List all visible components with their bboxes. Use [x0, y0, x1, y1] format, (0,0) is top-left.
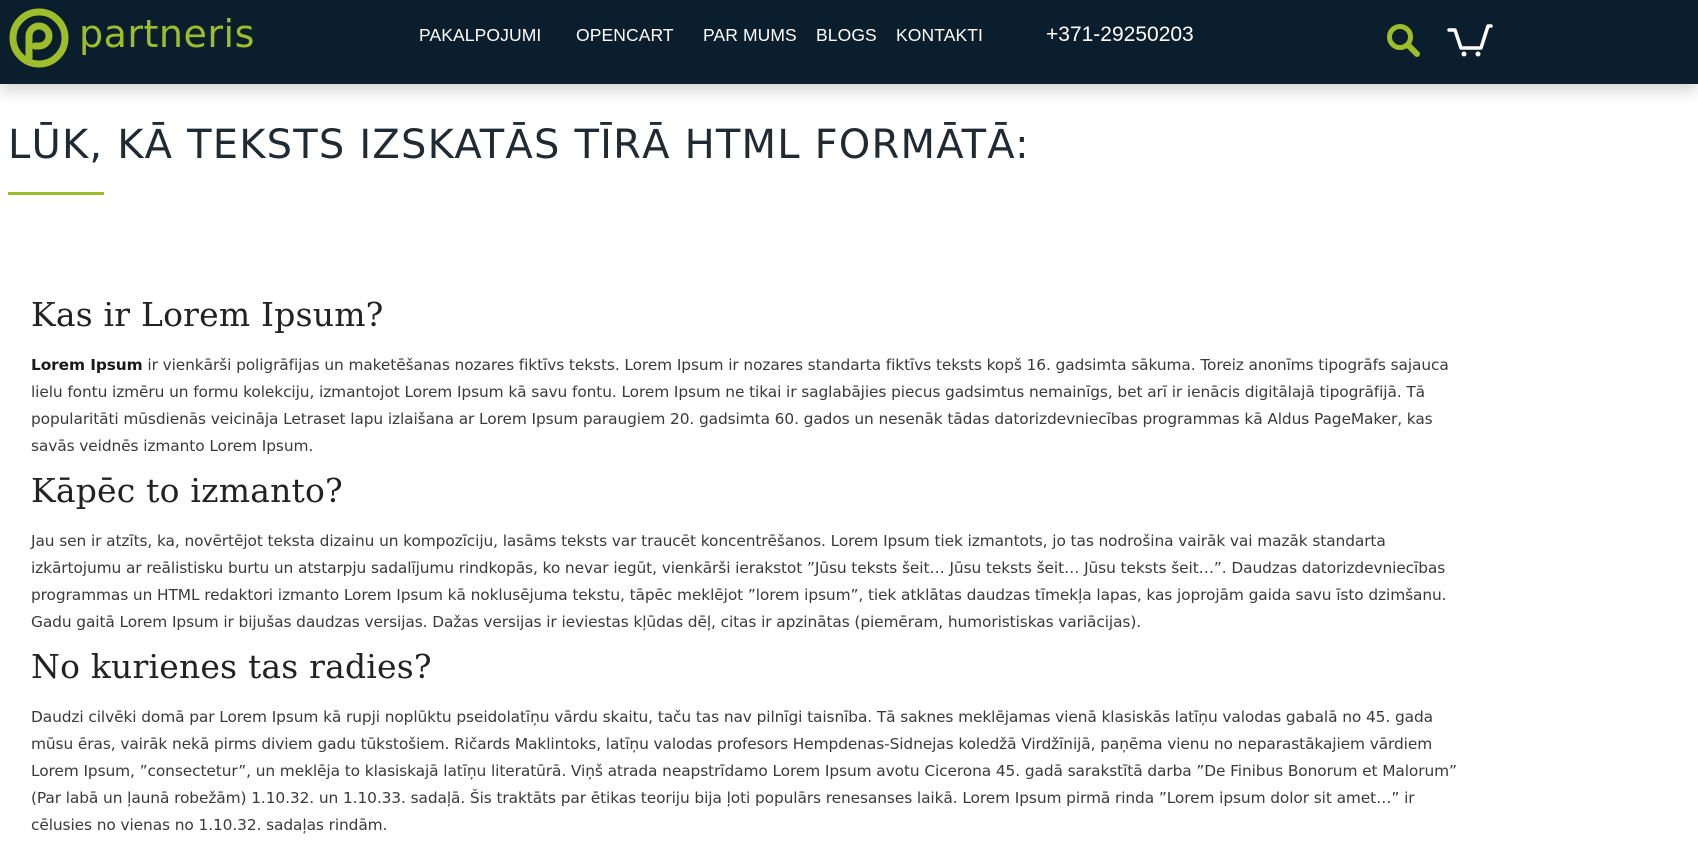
logo-text: partneris — [79, 12, 255, 56]
search-icon — [1385, 22, 1421, 58]
section-text-no-kurienes: Daudzi cilvēki domā par Lorem Ipsum kā rupji noplūktu pseidolatīņu vārdu skaitu, taču tas nav pilnīgi taisnība. Tā saknes meklējamas vienā klasiskās latīņu valodas gabalā no 45. gada mūsu ēras, vairāk nekā pirms diviem gadu tūkstošiem. Ričards Maklintoks, latīņu valodas profesors Hempdenas-Sidnejas koledžā Virdžīnijā, paņēma vienu no neparastākajiem vārdiem Lorem Ipsum, ”consectetur”, un meklēja to klasiskajā latīņu literatūrā. Viņš atrada neapstrīdamo Lorem Ipsum avotu Cicerona 45. gadā sarakstītā darba ”De Finibus Bonorum et Malorum” (Par labā un ļaunā robežām) 1.10.32. un 1.10.33. sadaļā. Šis traktāts par ētikas teoriju bija ļoti populārs renesanses laikā. Lorem Ipsum pirmā rinda ”Lorem ipsum dolor sit amet…” ir cēlusies no vienas no 1.10.32. sadaļas rindām. — [31, 708, 1457, 834]
section-text-kas-ir — [31, 352, 1471, 460]
site-header — [0, 0, 1698, 84]
section-heading-kas-ir: Kas ir Lorem Ipsum? — [31, 295, 384, 334]
page-title: LŪK, KĀ TEKSTS IZSKATĀS TĪRĀ HTML FORMĀTĀ: — [8, 122, 1030, 168]
section-text-kapec: Jau sen ir atzīts, ka, novērtējot teksta dizainu un kompozīciju, lasāms teksts var traucēt koncentrēšanos. Lorem Ipsum tiek izmantots, jo tas nodrošina vairāk vai mazāk standarta izkārtojumu ar reālistisku burtu un atstarpju sadalījumu rindkopās, ko nevar iegūt, vienkārši ierakstot ”Jūsu teksts šeit… Jūsu teksts šeit… Jūsu teksts šeit…”. Daudzas datorizdevniecības programmas un HTML redaktori izmanto Lorem Ipsum kā noklusējuma tekstu, tāpēc meklējot ”lorem ipsum”, tiek atklātas daudzas tīmekļa lapas, kas joprojām gaida savu īsto dzimšanu. Gadu gaitā Lorem Ipsum ir bijušas daudzas versijas. Dažas versijas ir ieviestas kļūdas dēļ, citas ir apzinātas (piemēram, humoristiskas variācijas). — [31, 532, 1447, 631]
nav-item-blogs[interactable]: BLOGS — [816, 25, 877, 45]
search-button[interactable] — [1385, 22, 1421, 62]
paragraph-text: ir vienkārši poligrāfijas un maketēšanas nozares fiktīvs teksts. Lorem Ipsum ir nozares standarta fiktīvs teksts kopš 16. gadsimta sākuma. Toreiz anonīms tipogrāfs sajauca lielu fontu izmēru un formu kolekciju, izmantojot Lorem Ipsum kā savu fontu. Lorem Ipsum ne tikai ir saglabājies piecus gadsimtus nemainīgs, bet arī ir ienācis digitālajā tipogrāfijā. Tā popularitāti mūsdienās veicināja Letraset lapu izlaišana ar Lorem Ipsum paraugiem 20. gadsimta 60. gados un nesenāk tādas datorizdevniecības programmas kā Aldus PageMaker, kas savās veidnēs izmanto Lorem Ipsum. — [31, 356, 1449, 455]
phone-link[interactable]: +371-29250203 — [1046, 23, 1194, 46]
section-heading-kapec: Kāpēc to izmanto? — [31, 471, 343, 510]
nav-item-kontakti[interactable]: KONTAKTI — [896, 25, 984, 45]
title-underline — [8, 192, 104, 195]
section-heading-no-kurienes: No kurienes tas radies? — [31, 647, 432, 686]
nav-item-pakalpojumi[interactable]: PAKALPOJUMI — [419, 25, 542, 45]
cart-button[interactable] — [1447, 20, 1493, 62]
nav-item-par-mums[interactable]: PAR MUMS — [703, 25, 797, 45]
partneris-logo-icon — [7, 6, 71, 70]
nav-item-opencart[interactable]: OPENCART — [576, 25, 674, 45]
logo[interactable] — [7, 6, 255, 70]
article-content — [31, 290, 1471, 845]
bold-lead: Lorem Ipsum — [31, 356, 143, 374]
cart-icon — [1447, 20, 1493, 58]
